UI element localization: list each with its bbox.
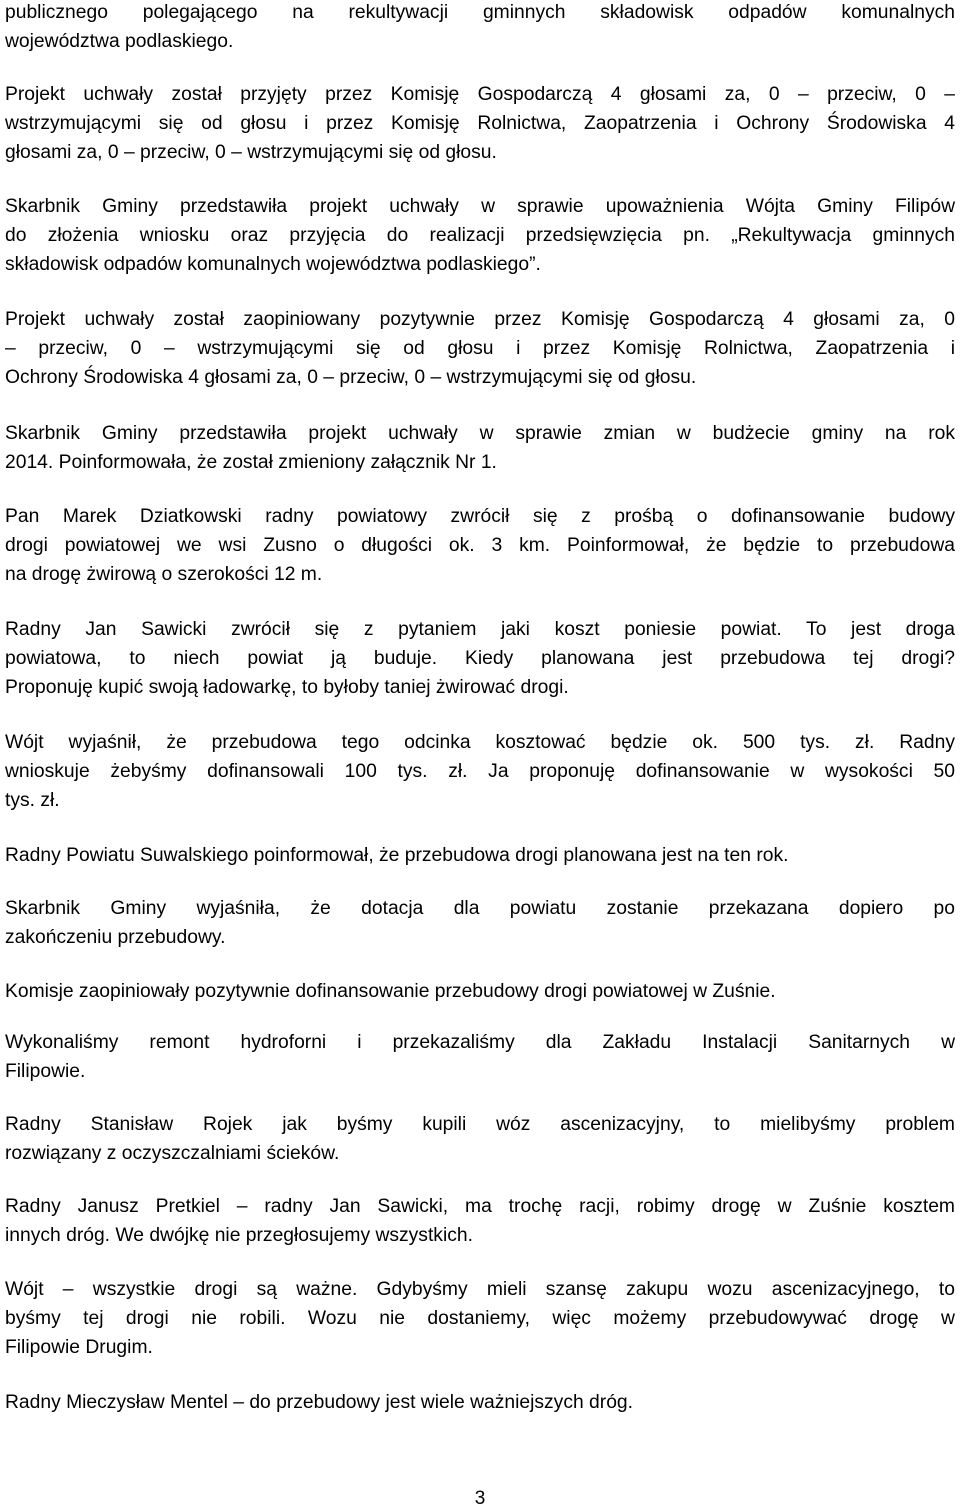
paragraph-rekultywacja-continuation (5, 0, 955, 56)
text-line: województwa podlaskiego. (5, 31, 234, 52)
text-line: głosami za, 0 – przeciw, 0 – wstrzymującymi się od głosu. (5, 142, 497, 163)
text-line: wstrzymującymi się od głosu i przez Komisję Rolnictwa, Zaopatrzenia i Ochrony Środowiska 4 (5, 113, 955, 134)
text-line: Wójt – wszystkie drogi są ważne. Gdybyśmy mieli szansę zakupu wozu ascenizacyjnego, to (5, 1279, 955, 1300)
text-line: Projekt uchwały został przyjęty przez Komisję Gospodarczą 4 głosami za, 0 – przeciw, 0 – (5, 84, 955, 105)
text-line: Skarbnik Gminy przedstawiła projekt uchwały w sprawie upoważnienia Wójta Gminy Filipów (5, 196, 955, 217)
paragraph-hydrofornia (5, 1028, 955, 1086)
paragraph-commission-vote-2 (5, 305, 955, 392)
text-line: Wójt wyjaśnił, że przebudowa tego odcinka kosztować będzie ok. 500 tys. zł. Radny (5, 732, 955, 753)
paragraph-dziatkowski-request (5, 502, 955, 589)
text-line: składowisk odpadów komunalnych województwa podlaskiego”. (5, 254, 541, 275)
text-line: Komisje zaopiniowały pozytywnie dofinansowanie przebudowy drogi powiatowej w Zuśnie. (5, 981, 776, 1002)
text-line: Wykonaliśmy remont hydroforni i przekazaliśmy dla Zakładu Instalacji Sanitarnych w (5, 1032, 955, 1053)
text-line: Radny Janusz Pretkiel – radny Jan Sawicki, ma trochę racji, robimy drogę w Zuśnie kosztem (5, 1196, 955, 1217)
text-line: rozwiązany z oczyszczalniami ścieków. (5, 1143, 340, 1164)
paragraph-treasurer-authorization (5, 192, 955, 279)
text-line: zakończeniu przebudowy. (5, 927, 226, 948)
paragraph-mentel (5, 1388, 955, 1417)
text-line: Radny Stanisław Rojek jak byśmy kupili wóz ascenizacyjny, to mielibyśmy problem (5, 1114, 955, 1135)
text-line: Filipowie. (5, 1061, 86, 1082)
text-line: do złożenia wniosku oraz przyjęcia do realizacji przedsięwzięcia pn. „Rekultywacja gminnych (5, 225, 955, 246)
text-line: Proponuję kupić swoją ładowarkę, to byłoby taniej żwirować drogi. (5, 677, 569, 698)
paragraph-wojt-cost (5, 728, 955, 815)
text-line: tys. zł. (5, 790, 60, 811)
text-line: drogi powiatowej we wsi Zusno o długości ok. 3 km. Poinformował, że będzie to przebudowa (5, 535, 955, 556)
text-line: Radny Jan Sawicki zwrócił się z pytaniem jaki koszt poniesie powiat. To jest droga (5, 619, 955, 640)
paragraph-commissions-opinion (5, 977, 955, 1006)
text-line: Pan Marek Dziatkowski radny powiatowy zwrócił się z prośbą o dofinansowanie budowy (5, 506, 955, 527)
paragraph-wojt-roads (5, 1275, 955, 1362)
paragraph-rojek (5, 1110, 955, 1168)
text-line: publicznego polegającego na rekultywacji gminnych składowisk odpadów komunalnych (5, 2, 955, 23)
text-line: 2014. Poinformowała, że został zmieniony załącznik Nr 1. (5, 452, 497, 473)
text-line: Ochrony Środowiska 4 głosami za, 0 – przeciw, 0 – wstrzymującymi się od głosu. (5, 367, 697, 388)
text-line: powiatowa, to niech powiat ją buduje. Kiedy planowana jest przebudowa tej drogi? (5, 648, 955, 669)
text-line: Radny Powiatu Suwalskiego poinformował, że przebudowa drogi planowana jest na ten rok. (5, 845, 789, 866)
paragraph-pretkiel (5, 1192, 955, 1250)
paragraph-treasurer-subsidy (5, 894, 955, 952)
text-line: Radny Mieczysław Mentel – do przebudowy jest wiele ważniejszych dróg. (5, 1392, 633, 1413)
text-line: Filipowie Drugim. (5, 1337, 153, 1358)
text-line: Skarbnik Gminy przedstawiła projekt uchwały w sprawie zmian w budżecie gminy na rok (5, 423, 955, 444)
text-line: na drogę żwirową o szerokości 12 m. (5, 564, 323, 585)
text-line: wnioskuje żebyśmy dofinansowali 100 tys. zł. Ja proponuję dofinansowanie w wysokości 50 (5, 761, 955, 782)
text-line: Projekt uchwały został zaopiniowany pozytywnie przez Komisję Gospodarczą 4 głosami za, 0 (5, 309, 955, 330)
paragraph-sawicki-question (5, 615, 955, 702)
text-line: innych dróg. We dwójkę nie przegłosujemy wszystkich. (5, 1225, 473, 1246)
page-number: 3 (474, 1488, 486, 1509)
text-line: Skarbnik Gminy wyjaśniła, że dotacja dla powiatu zostanie przekazana dopiero po (5, 898, 955, 919)
paragraph-commission-vote-1 (5, 80, 955, 167)
paragraph-powiat-councillor (5, 841, 955, 870)
text-line: byśmy tej drogi nie robili. Wozu nie dostaniemy, więc możemy przebudowywać drogę w (5, 1308, 955, 1329)
paragraph-budget-change (5, 419, 955, 477)
text-line: – przeciw, 0 – wstrzymującymi się od głosu i przez Komisję Rolnictwa, Zaopatrzenia i (5, 338, 955, 359)
